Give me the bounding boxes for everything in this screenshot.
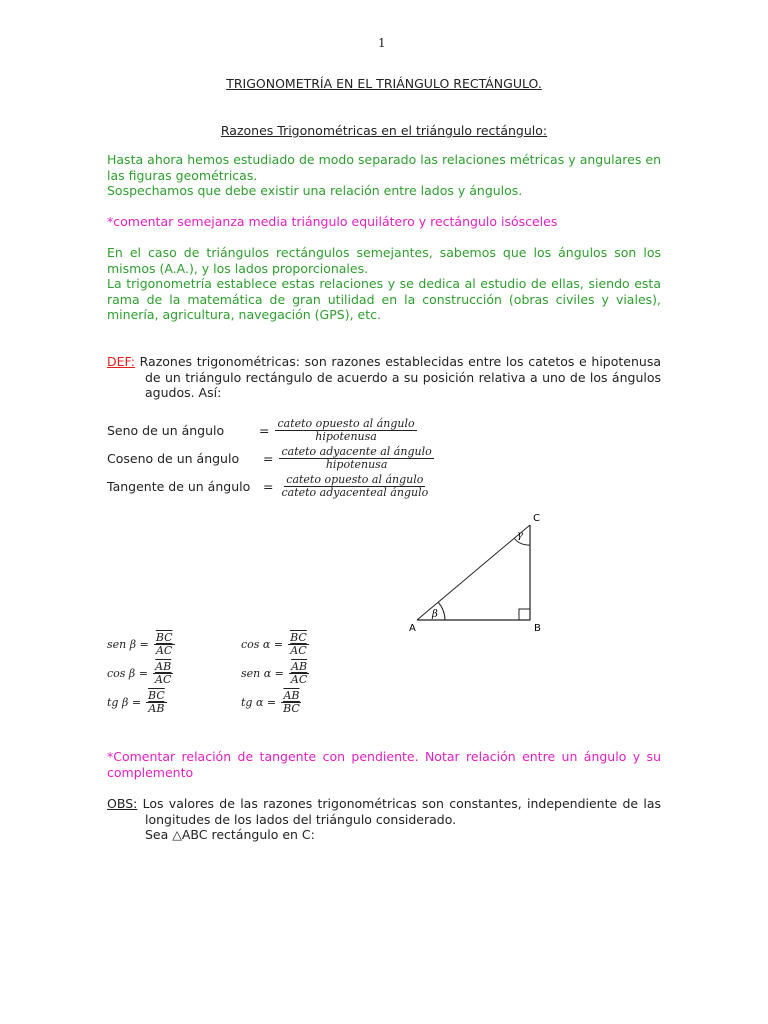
ratio-sine-label: Seno de un ángulo xyxy=(107,423,225,438)
intro-text xyxy=(107,152,661,199)
formula-tg-alpha-num: $\overline{AB}$ xyxy=(283,689,300,702)
page-title: TRIGONOMETRÍA EN EL TRIÁNGULO RECTÁNGULO. xyxy=(226,76,542,91)
formula-sen-alpha-fraction xyxy=(289,661,309,686)
formula-tg-beta-den: AB xyxy=(148,702,165,715)
ratio-cosine-label: Coseno de un ángulo xyxy=(107,451,240,466)
vertex-b-label: B xyxy=(534,623,541,634)
comment-tangent-slope xyxy=(107,749,661,780)
formula-sen-beta xyxy=(107,632,175,657)
observation-text: Los valores de las razones trigonométricas son constantes, independiente de las longitudes de los lados del triángulo considerado. xyxy=(142,796,661,827)
angle-beta-arc xyxy=(438,602,445,620)
similar-triangles-text xyxy=(107,245,661,323)
formula-tg-alpha-lhs: tg α = xyxy=(241,696,277,709)
definition-label: DEF: xyxy=(107,354,135,369)
ratio-sine-denominator: hipotenusa xyxy=(315,430,377,443)
formula-cos-alpha-fraction xyxy=(288,632,309,657)
equals-sign: = xyxy=(263,451,274,466)
formula-tg-beta-lhs: tg β = xyxy=(107,696,142,709)
comment-similarity: *comentar semejanza media triángulo equilátero y rectángulo isósceles xyxy=(107,214,558,229)
observation-label: OBS: xyxy=(107,796,138,811)
formula-cos-alpha xyxy=(241,632,309,657)
formula-sen-alpha-lhs: sen α = xyxy=(241,667,284,680)
ratio-cosine-numerator: cateto adyacente al ángulo xyxy=(281,445,432,458)
ratio-tangent-denominator: cateto adyacenteal ángulo xyxy=(281,486,429,499)
right-triangle-diagram xyxy=(400,505,560,635)
formula-sen-beta-fraction xyxy=(154,632,175,657)
ratio-tangent xyxy=(107,474,430,499)
formula-tg-alpha-den: BC xyxy=(283,702,300,715)
vertex-c-label: C xyxy=(533,513,540,524)
formula-sen-alpha-den: AC xyxy=(290,673,308,686)
formula-tg-beta-num: $\overline{BC}$ xyxy=(148,689,165,702)
formula-cos-beta-num: $\overline{AB}$ xyxy=(155,660,172,673)
formula-sen-alpha-num: $\overline{AB}$ xyxy=(291,660,308,673)
ratio-sine xyxy=(107,418,417,443)
equals-sign: = xyxy=(263,479,274,494)
right-angle-mark xyxy=(519,609,530,620)
ratio-cosine xyxy=(107,446,434,471)
ratio-cosine-fraction xyxy=(279,446,433,471)
formula-cos-beta xyxy=(107,661,173,686)
ratio-sine-fraction xyxy=(275,418,416,443)
definition-block xyxy=(107,354,661,401)
formula-cos-alpha-den: AC xyxy=(290,644,307,657)
formula-cos-beta-den: AC xyxy=(155,673,172,686)
page-number: 1 xyxy=(378,36,386,50)
observation-line-2: Sea △ABC rectángulo en C: xyxy=(145,827,315,842)
formula-tg-alpha-fraction xyxy=(281,690,302,715)
formula-sen-beta-den: AC xyxy=(155,644,173,657)
formula-tg-beta xyxy=(107,690,167,715)
equals-sign: = xyxy=(259,423,270,438)
paragraph2-line-1: En el caso de triángulos rectángulos semejantes, sabemos que los ángulos son los mismos (A.A.), y los lados proporcionales. xyxy=(107,245,661,276)
formula-sen-alpha xyxy=(241,661,309,686)
vertex-a-label: A xyxy=(409,623,416,634)
section-subtitle: Razones Trigonométricas en el triángulo rectángulo: xyxy=(220,123,548,138)
comment-tangent-slope-text: *Comentar relación de tangente con pendiente. Notar relación entre un ángulo y su complemento xyxy=(107,749,661,780)
angle-gamma-label: γ xyxy=(517,530,523,541)
ratio-sine-numerator: cateto opuesto al ángulo xyxy=(277,417,415,430)
ratio-tangent-numerator: cateto opuesto al ángulo xyxy=(286,473,424,486)
formula-sen-beta-num: $\overline{BC}$ xyxy=(155,631,173,644)
side-ac xyxy=(417,525,530,620)
formula-cos-beta-lhs: cos β = xyxy=(107,667,148,680)
angle-beta-label: β xyxy=(432,609,438,620)
definition-text: Razones trigonométricas: son razones establecidas entre los catetos e hipotenusa de un triángulo rectángulo de acuerdo a su posición relativa a uno de los ángulos agudos. Así: xyxy=(139,354,661,400)
observation-block xyxy=(107,796,661,843)
formula-tg-beta-fraction xyxy=(146,690,167,715)
ratio-cosine-denominator: hipotenusa xyxy=(325,458,388,471)
formula-cos-alpha-num: $\overline{BC}$ xyxy=(290,631,307,644)
formula-cos-beta-fraction xyxy=(153,661,173,686)
ratio-tangent-label: Tangente de un ángulo xyxy=(107,479,251,494)
paragraph2-line-2: La trigonometría establece estas relaciones y se dedica al estudio de ellas, siendo esta rama de la matemática de gran utilidad en la construcción (obras civiles y viales), minería, agricultura, navegación (GPS), etc. xyxy=(107,276,661,322)
intro-line-2: Sospechamos que debe existir una relación entre lados y ángulos. xyxy=(107,183,523,198)
intro-line-1: Hasta ahora hemos estudiado de modo separado las relaciones métricas y angulares en las figuras geométricas. xyxy=(107,152,661,183)
formula-tg-alpha xyxy=(241,690,302,715)
formula-cos-alpha-lhs: cos α = xyxy=(241,638,284,651)
ratio-tangent-fraction xyxy=(279,474,430,499)
formula-sen-beta-lhs: sen β = xyxy=(107,638,149,651)
